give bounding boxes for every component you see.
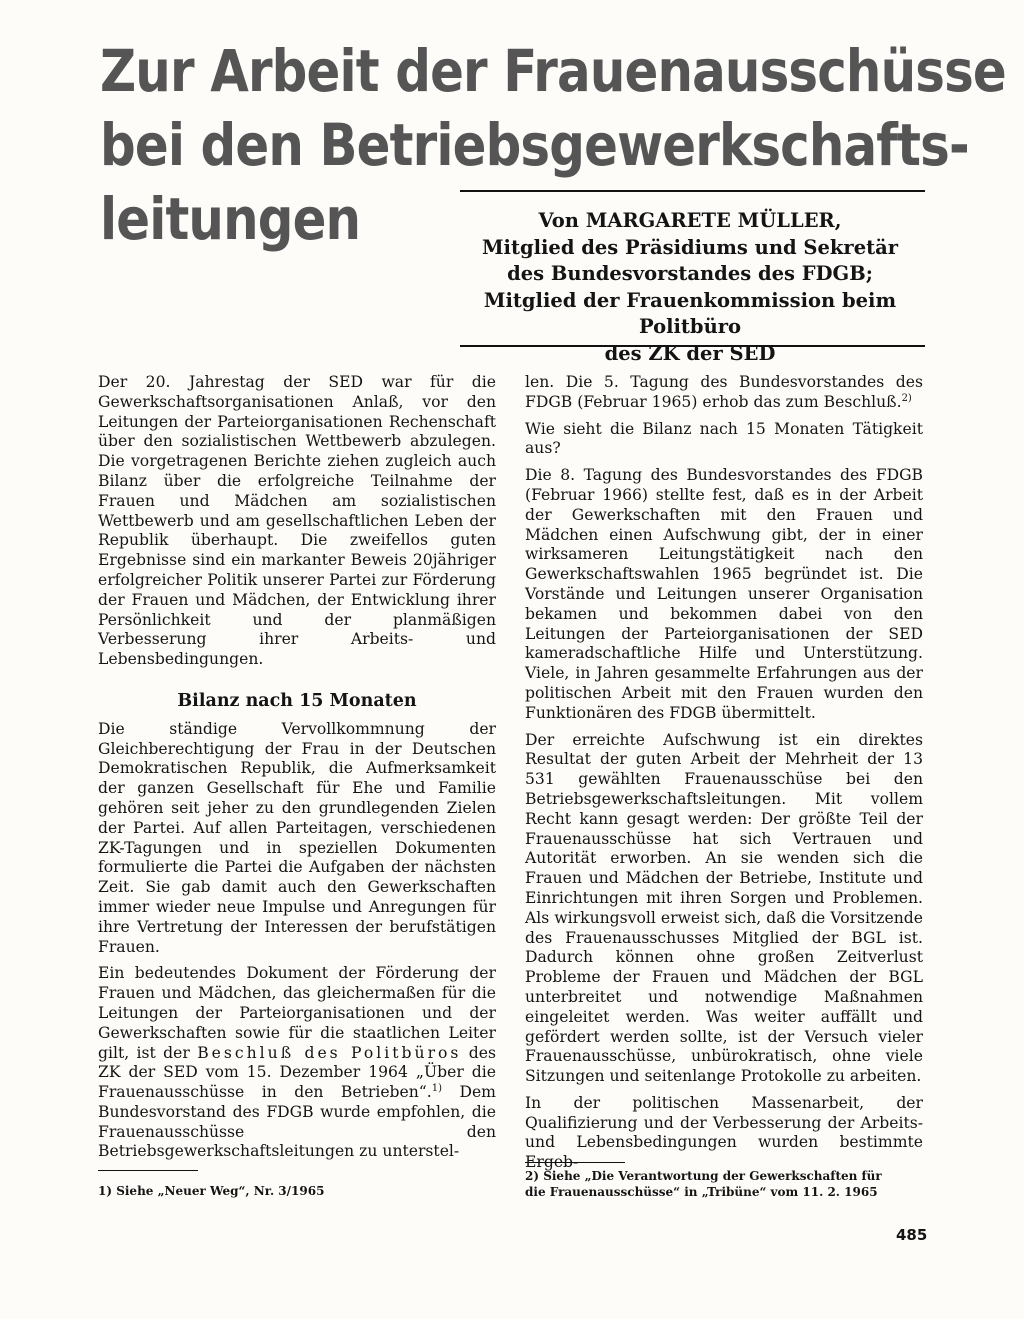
emphasized-text: Beschluß des Politbüros xyxy=(197,1043,462,1062)
left-column xyxy=(98,373,496,1169)
body-paragraph: Der erreichte Aufschwung ist ein direktes Resultat der guten Arbeit der Mehrheit der 13 531 gewählten Frauenausschüse bei den Betriebsgewerkschaftsleitungen. Mit vollem Recht kann gesagt werden: Der größte Teil der Frauenausschüsse hat sich Vertrauen und Autorität erworben. An sie wenden sich die Frauen und Mädchen der Betriebe, Institute und Einrichtungen mit ihren Sorgen und Problemen. Als wirkungsvoll erweist sich, daß die Vorsitzende des Frauenausschusses Mitglied der BGL ist. Dadurch können ohne großen Zeitverlust Probleme der Frauen und Mädchen der BGL unterbreitet und notwendige Maßnahmen eingeleitet werden. Was weiter auffällt und gefördert werden sollte, ist der Versuch vieler Frauenausschüsse, unbürokratisch, ohne viele Sitzungen und seitenlange Protokolle zu arbeiten. xyxy=(525,730,923,1086)
text-run: Dem Bundesvorstand des FDGB wurde empfohlen, die Frauenausschüsse den Betriebsgewerkschaftsleitungen zu unterstel- xyxy=(98,1083,496,1161)
byline-line: des Bundesvorstandes des FDGB; xyxy=(507,262,873,285)
footnote-2 xyxy=(525,1168,882,1200)
footnote-1: 1) Siehe „Neuer Weg“, Nr. 3/1965 xyxy=(98,1184,325,1198)
text-run: Ein bedeutendes Dokument der Förderung der Frauen und Mädchen, das gleichermaßen für die Leitungen der Parteiorganisationen und der Gewerkschaften sowie für die staatlichen Leiter gilt, ist der xyxy=(98,964,496,1062)
body-paragraph: In der politischen Massenarbeit, der Qualifizierung und der Verbesserung der Arbeits- und Lebensbedingungen wurden bestimmte Ergeb- xyxy=(525,1093,923,1172)
intro-paragraph: Der 20. Jahrestag der SED war für die Gewerkschaftsorganisationen Anlaß, vor den Leitungen der Parteiorganisationen Rechenschaft über den sozialistischen Wettbewerb abzulegen. Die vorgetragenen Berichte ziehen zugleich auch Bilanz über die erfolgreiche Teilnahme der Frauen und Mädchen am sozialistischen Wettbewerb und am gesellschaftlichen Leben der Republik überhaupt. Die zweifellos guten Ergebnisse sind ein markanter Beweis 20jähriger erfolgreicher Politik unserer Partei zur Förderung der Frauen und Mädchen, der Entwicklung ihrer Persönlichkeit und der planmäßigen Verbesserung ihrer Arbeits- und Lebensbedingungen. xyxy=(98,373,496,669)
body-paragraph: Wie sieht die Bilanz nach 15 Monaten Tätigkeit aus? xyxy=(525,419,923,458)
text-run: len. Die 5. Tagung des Bundesvorstandes des FDGB (Februar 1965) erhob das zum Beschluß. xyxy=(525,373,923,411)
byline-line: Mitglied des Präsidiums und Sekretär xyxy=(481,235,899,259)
body-paragraph: Die 8. Tagung des Bundesvorstandes des FDGB (Februar 1966) stellte fest, daß es in der Arbeit der Gewerkschaften mit den Frauen und Mädchen einen Aufschwung gibt, der in einer wirksameren Leitungstätigkeit nach den Gewerkschaftswahlen 1965 begründet ist. Die Vorstände und Leitungen unserer Organisation bekamen und bekommen dabei von den Leitungen der Parteiorganisationen der SED kameradschaftliche Hilfe und Unterstützung. Viele, in Jahren gesammelte Erfahrungen aus der politischen Arbeit mit den Frauen wurden den Funktionären des FDGB übermittelt. xyxy=(525,466,923,722)
footnote-rule xyxy=(525,1162,625,1163)
byline-top-rule xyxy=(460,190,925,192)
title-line: bei den Betriebsgewerkschafts- xyxy=(100,111,969,179)
footnote-line: die Frauenausschüsse“ in „Tribüne“ vom 11. 2. 1965 xyxy=(525,1185,878,1199)
byline-bottom-rule xyxy=(460,345,925,347)
author-byline xyxy=(455,208,925,367)
body-paragraph: Die ständige Vervollkommnung der Gleichberechtigung der Frau in der Deutschen Demokratischen Republik, die Aufmerksamkeit der ganzen Gesellschaft für Ehe und Familie gehören seit jeher zu den grundlegenden Zielen der Partei. Auf allen Parteitagen, verschiedenen ZK-Tagungen und in speziellen Dokumenten formulierte die Partei die Aufgaben der nächsten Zeit. Sie gab damit auch den Gewerkschaften immer wieder neue Impulse und Anregungen für ihre Vertretung der Interessen der berufstätigen Frauen. xyxy=(98,719,496,956)
page-number: 485 xyxy=(896,1226,928,1244)
byline-line: des ZK der SED xyxy=(604,341,776,365)
byline-line: Von MARGARETE MÜLLER, xyxy=(538,209,842,232)
text-run: des ZK der SED vom 15. Dezember 1964 „Über die Frauenausschüsse in den Betrieben“. xyxy=(98,1043,497,1102)
body-paragraph xyxy=(525,373,923,413)
title-line: Zur Arbeit der Frauenausschüsse xyxy=(100,37,1006,105)
section-heading: Bilanz nach 15 Monaten xyxy=(177,690,417,711)
title-line: leitungen xyxy=(100,185,361,253)
right-column xyxy=(525,373,923,1180)
footnote-rule xyxy=(98,1170,198,1171)
footnote-ref: 1) xyxy=(431,1082,442,1094)
byline-line: Mitglied der Frauenkommission beim Politbüro xyxy=(483,288,897,338)
footnote-ref: 2) xyxy=(901,392,912,404)
body-paragraph xyxy=(98,964,496,1162)
footnote-line: 2) Siehe „Die Verantwortung der Gewerkschaften für xyxy=(525,1169,882,1183)
